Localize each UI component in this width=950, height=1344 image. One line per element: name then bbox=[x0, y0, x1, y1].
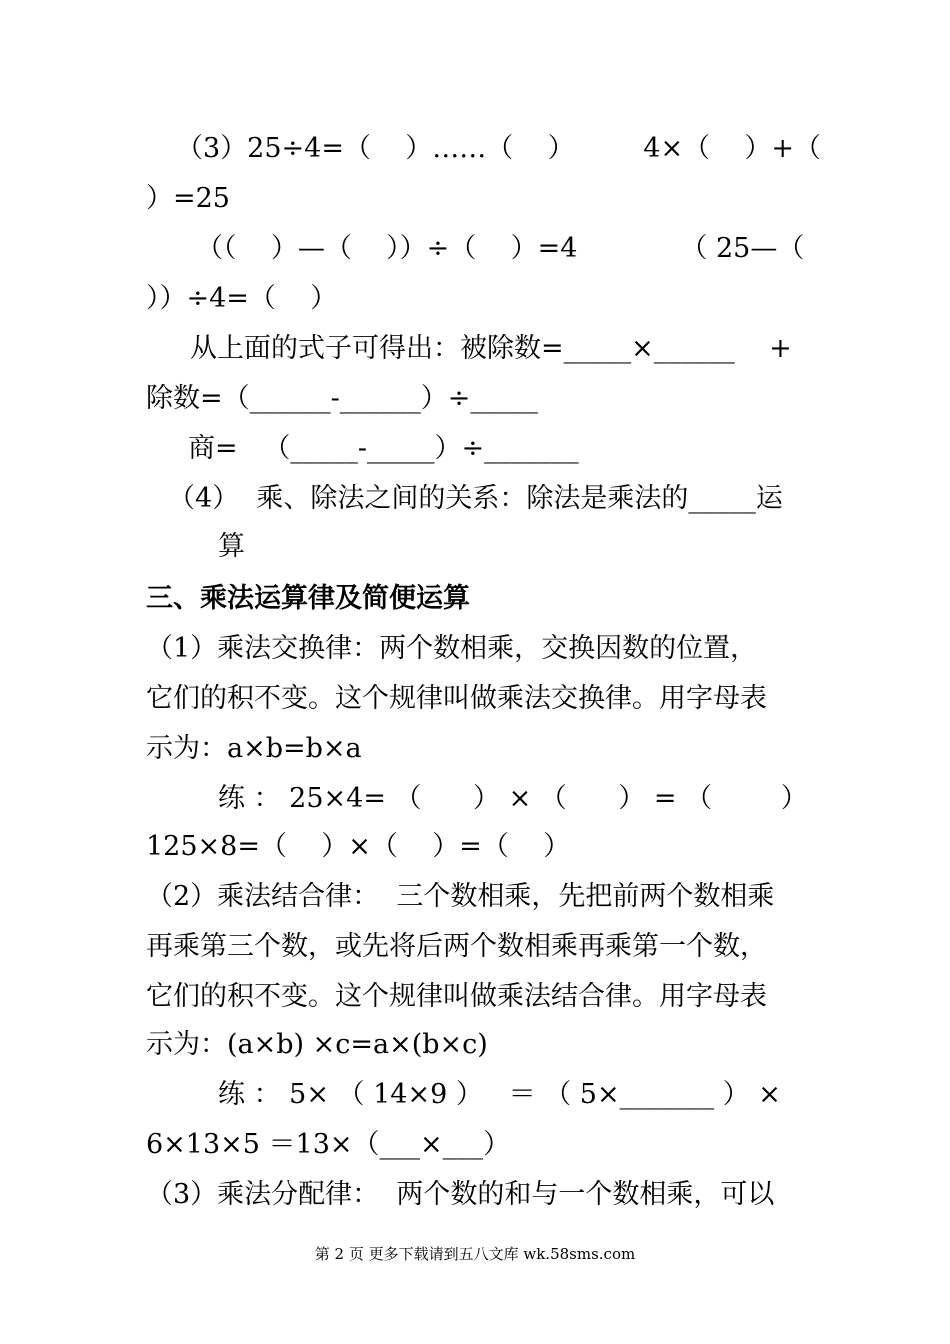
text-line-18: 它们的积不变。这个规律叫做乘法结合律。用字母表 bbox=[146, 981, 767, 1012]
text-line-22: （3）乘法分配律： 两个数的和与一个数相乘，可以 bbox=[146, 1179, 775, 1210]
text-line-13: 示为：a×b=b×a bbox=[146, 733, 362, 764]
text-line-8: （4） 乘、除法之间的关系：除法是乘法的_____运 bbox=[168, 483, 783, 514]
page-footer: 第 2 页 更多下载请到五八文库 wk.58sms.com bbox=[314, 1245, 636, 1263]
text-line-15: 125×8=（ ）×（ ）=（ ） bbox=[146, 831, 571, 862]
text-line-2: ）=25 bbox=[146, 183, 230, 214]
text-line-7: 商= （_____-_____）÷_______ bbox=[188, 433, 579, 464]
text-line-14: 练 ： 25×4= （ ） × （ ） = （ ） bbox=[218, 783, 808, 814]
text-line-12: 它们的积不变。这个规律叫做乘法交换律。用字母表 bbox=[146, 683, 767, 714]
text-line-9: 算 bbox=[218, 531, 245, 562]
text-line-19: 示为：(a×b) ×c=a×(b×c) bbox=[146, 1029, 488, 1060]
text-line-17: 再乘第三个数，或先将后两个数相乘再乘第一个数， bbox=[146, 931, 767, 962]
text-line-1: （3）25÷4=（ ）……（ ） 4×（ ）+（ bbox=[176, 133, 822, 164]
text-line-5: 从上面的式子可得出：被除数=_____×______ + bbox=[190, 333, 792, 364]
text-line-20: 练 ： 5× （ 14×9 ） ＝ （ 5×_______ ） × bbox=[218, 1079, 781, 1110]
text-line-16: （2）乘法结合律： 三个数相乘，先把前两个数相乘 bbox=[146, 881, 775, 912]
text-line-6: 除数=（______-______）÷_____ bbox=[146, 383, 538, 414]
text-line-4: ））÷4=（ ） bbox=[146, 283, 338, 314]
text-line-11: （1）乘法交换律：两个数相乘，交换因数的位置， bbox=[146, 633, 758, 664]
text-line-21: 6×13×5 ＝13×（___×___） bbox=[146, 1129, 511, 1160]
section-heading: 三、乘法运算律及简便运算 bbox=[146, 583, 470, 614]
text-line-3: （（ ）—（ ））÷（ ）=4 （ 25—（ bbox=[196, 233, 805, 264]
